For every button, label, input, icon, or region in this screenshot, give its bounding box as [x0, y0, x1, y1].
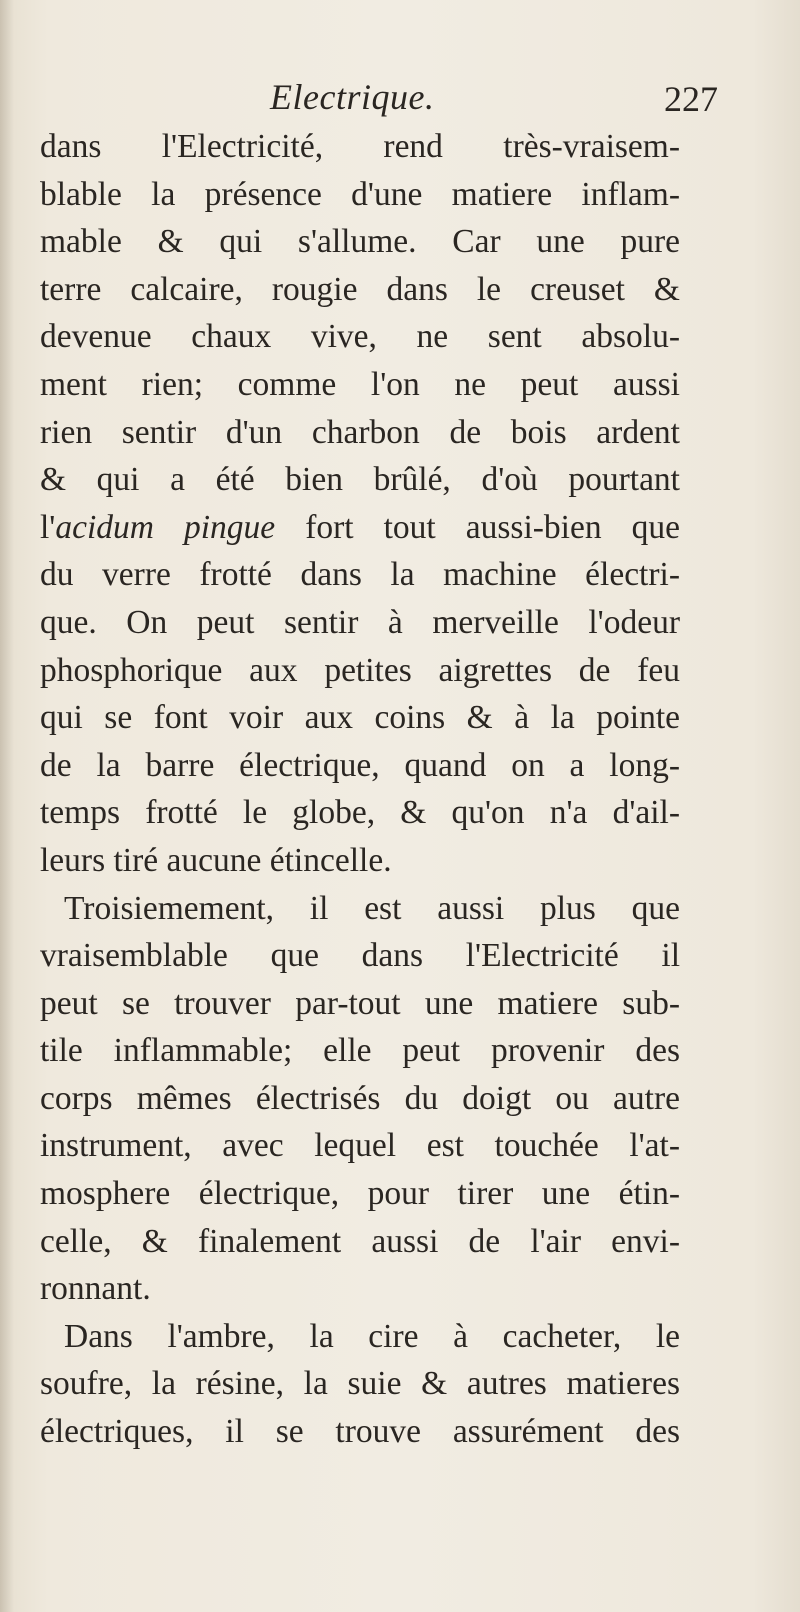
- text-line: & qui a été bien brûlé, d'où pourtant: [40, 461, 680, 499]
- text-line: rien sentir d'un charbon de bois ardent: [40, 413, 680, 451]
- text-line: peut se trouver par-tout une matiere sub-: [40, 984, 680, 1022]
- text-line: Dans l'ambre, la cire à cacheter, le: [64, 1317, 680, 1355]
- text-line: soufre, la résine, la suie & autres matieres: [40, 1365, 680, 1403]
- text-line: électriques, il se trouve assurément des: [40, 1413, 680, 1451]
- page-gutter-shadow: [0, 0, 14, 1612]
- text-line: blable la présence d'une matiere inflam-: [40, 175, 680, 213]
- text-line: phosphorique aux petites aigrettes de feu: [40, 651, 680, 689]
- italic-latin-term: acidum pingue: [55, 508, 276, 546]
- text-line: celle, & finalement aussi de l'air envi-: [40, 1222, 680, 1260]
- text-line: Troisiemement, il est aussi plus que: [64, 889, 680, 927]
- text-line: ment rien; comme l'on ne peut aussi: [40, 365, 680, 403]
- text-line: de la barre électrique, quand on a long-: [40, 746, 680, 784]
- text-line: ronnant.: [40, 1270, 151, 1308]
- running-head: [38, 76, 740, 119]
- text-line: mosphere électrique, pour tirer une étin-: [40, 1175, 680, 1213]
- text-line: leurs tiré aucune étincelle.: [40, 841, 392, 879]
- text-line: qui se font voir aux coins & à la pointe: [40, 699, 680, 737]
- running-head-title: Electrique.: [270, 77, 435, 117]
- text-line: vraisemblable que dans l'Electricité il: [40, 937, 680, 975]
- text-line: que. On peut sentir à merveille l'odeur: [40, 603, 680, 641]
- text-line: corps mêmes électrisés du doigt ou autre: [40, 1079, 680, 1117]
- text-line: devenue chaux vive, ne sent absolu-: [40, 318, 680, 356]
- text-line: l'acidum pingue fort tout aussi-bien que: [40, 508, 681, 546]
- text-line: instrument, avec lequel est touchée l'at-: [40, 1127, 680, 1165]
- page-number: 227: [664, 79, 718, 119]
- text-line: mable & qui s'allume. Car une pure: [40, 223, 680, 261]
- text-line: temps frotté le globe, & qu'on n'a d'ail-: [40, 794, 680, 832]
- text-line: tile inflammable; elle peut provenir des: [40, 1032, 680, 1070]
- text-line: terre calcaire, rougie dans le creuset &: [40, 270, 680, 308]
- text-line: dans l'Electricité, rend très-vraisem-: [40, 128, 680, 165]
- body-text: [40, 123, 680, 1456]
- text-line: du verre frotté dans la machine électri-: [40, 556, 680, 594]
